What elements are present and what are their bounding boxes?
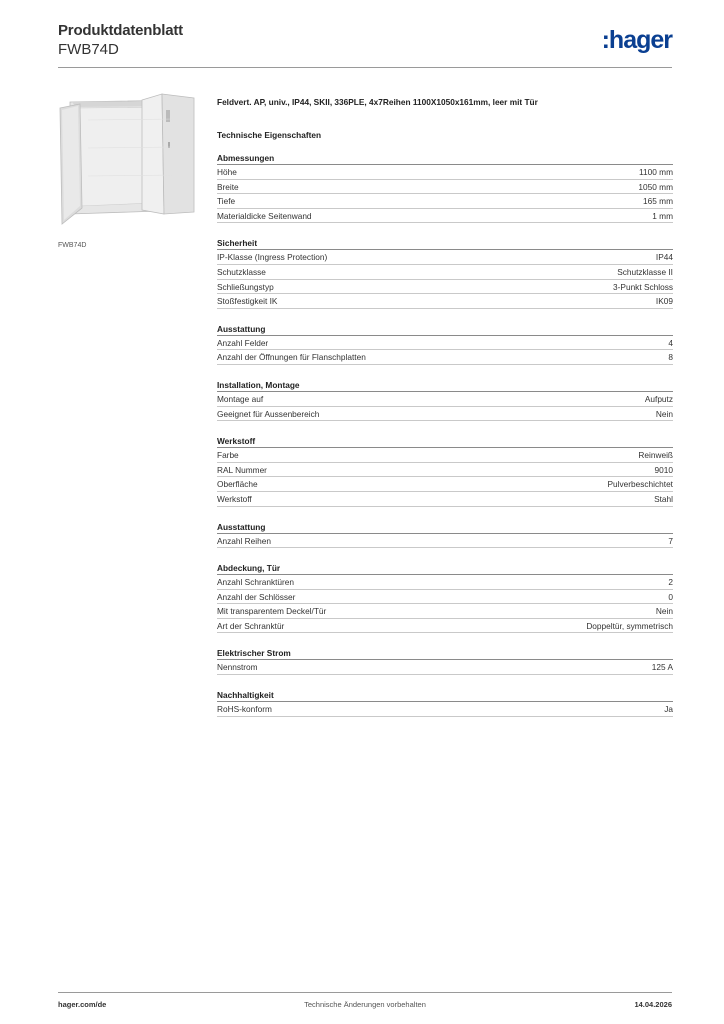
property-label: Materialdicke Seitenwand [217,210,312,221]
section [217,521,673,549]
footer-date: 14.04.2026 [634,1000,672,1009]
property-label: Montage auf [217,393,264,404]
property-row [217,463,673,478]
footer-notice: Technische Änderungen vorbehalten [304,1000,426,1009]
property-value: Nein [655,606,673,617]
section [217,562,673,633]
property-value: Aufputz [644,393,673,404]
property-row [217,407,673,422]
property-label: Farbe [217,450,239,461]
page-footer [58,992,672,1012]
property-row [217,392,673,407]
property-label: Nennstrom [217,662,258,673]
property-value: 1 mm [652,210,673,221]
technical-properties-title: Technische Eigenschaften [217,130,322,140]
section [217,379,673,421]
property-label: Geeignet für Aussenbereich [217,408,320,419]
section [217,435,673,506]
section-title: Nachhaltigkeit [217,689,673,702]
page-header [58,22,672,68]
property-row [217,590,673,605]
property-value: 8 [668,352,673,363]
footer-website-link[interactable]: hager.com/de [58,1000,107,1009]
property-value: 125 A [651,662,673,673]
property-label: Mit transparentem Deckel/Tür [217,606,327,617]
section [217,237,673,308]
property-row [217,575,673,590]
property-label: Breite [217,181,239,192]
product-description: Feldvert. AP, univ., IP44, SKII, 336PLE, 4x7Reihen 1100X1050x161mm, leer mit Tür [217,97,538,107]
property-row [217,492,673,507]
section-title: Abdeckung, Tür [217,562,673,575]
cabinet-open-doors-image [58,90,202,234]
section-title: Sicherheit [217,237,673,250]
property-value: IK09 [655,296,673,307]
property-value: 0 [668,591,673,602]
property-label: Werkstoff [217,493,252,504]
property-row [217,477,673,492]
property-label: Anzahl der Schlösser [217,591,296,602]
property-row [217,702,673,717]
section [217,323,673,365]
property-label: Schutzklasse [217,266,266,277]
property-row [217,336,673,351]
property-label: Anzahl Reihen [217,535,271,546]
product-code: FWB74D [58,41,119,58]
property-row [217,350,673,365]
property-row [217,619,673,634]
property-label: Schließungstyp [217,281,274,292]
property-row [217,280,673,295]
property-row [217,250,673,265]
property-label: RoHS-konform [217,704,272,715]
property-value: Pulverbeschichtet [607,479,673,490]
property-label: Art der Schranktür [217,620,285,631]
property-row [217,604,673,619]
property-row [217,660,673,675]
property-value: Stahl [654,493,673,504]
property-label: Tiefe [217,196,236,207]
section [217,689,673,717]
section-title: Installation, Montage [217,379,673,392]
property-row [217,165,673,180]
property-label: Stoßfestigkeit IK [217,296,278,307]
product-content [217,96,673,717]
property-row [217,448,673,463]
property-value: Ja [664,704,673,715]
section-title: Elektrischer Strom [217,647,673,660]
property-value: 1100 mm [639,167,673,177]
property-value: Schutzklasse II [617,266,673,277]
property-row [217,294,673,309]
section [217,152,673,223]
property-row [217,180,673,195]
property-label: Anzahl Schranktüren [217,577,295,588]
properties-sections [217,152,673,717]
property-value: IP44 [655,252,673,263]
property-label: RAL Nummer [217,464,267,475]
property-value: 1050 mm [638,181,673,192]
property-row [217,194,673,209]
product-image-caption: FWB74D [58,242,87,249]
property-label: Anzahl der Öffnungen für Flanschplatten [217,352,366,363]
hager-logo[interactable]: :hager [601,26,672,54]
property-label: Oberfläche [217,479,258,490]
section-title: Werkstoff [217,435,673,448]
section-title: Ausstattung [217,521,673,534]
property-value: Reinweiß [638,450,673,461]
property-label: IP-Klasse (Ingress Protection) [217,252,328,263]
property-value: 7 [668,535,673,546]
property-value: 165 mm [643,196,673,207]
property-value: 2 [668,577,673,588]
section-title: Abmessungen [217,152,673,165]
section [217,647,673,675]
section-title: Ausstattung [217,323,673,336]
property-value: Doppeltür, symmetrisch [586,620,673,631]
page-title: Produktdatenblatt [58,22,183,39]
property-row [217,534,673,549]
property-value: 9010 [654,464,673,475]
property-value: Nein [655,408,673,419]
property-label: Höhe [217,167,237,177]
property-value: 4 [668,337,673,348]
product-image [58,90,202,234]
property-label: Anzahl Felder [217,337,269,348]
property-row [217,265,673,280]
property-row [217,209,673,224]
property-value: 3-Punkt Schloss [613,281,673,292]
